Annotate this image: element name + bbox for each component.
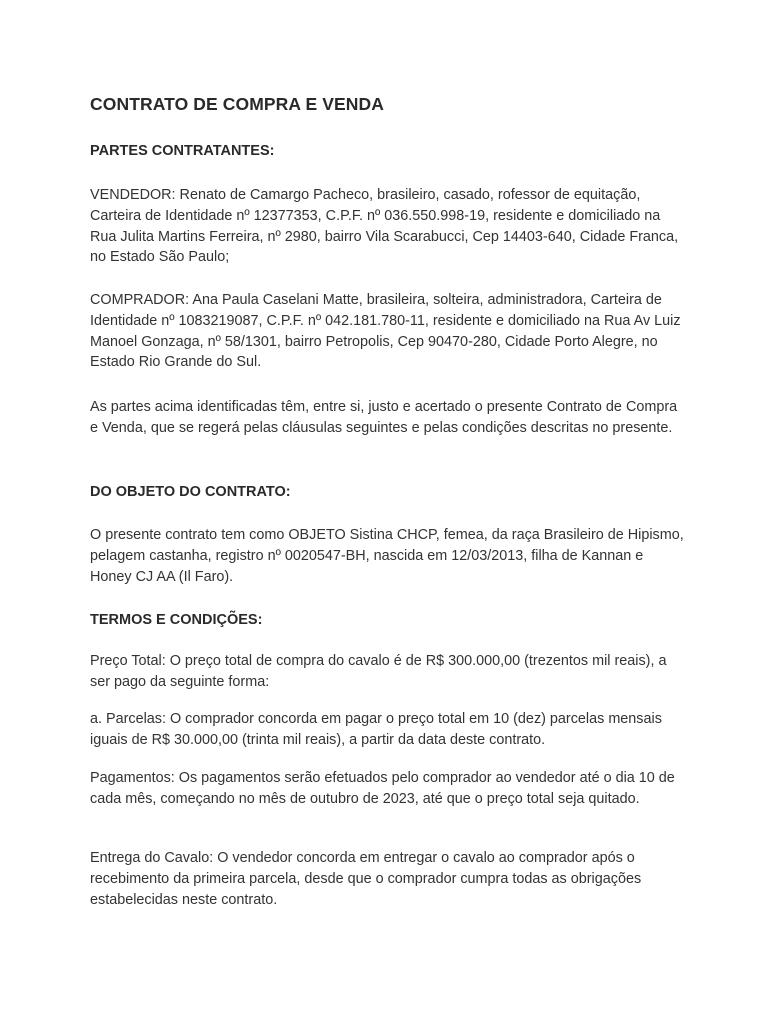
document-title: CONTRATO DE COMPRA E VENDA: [90, 94, 384, 114]
payments-paragraph: Pagamentos: Os pagamentos serão efetuados pelo comprador ao vendedor até o dia 10 de cada mês, começando no mês de outubro de 2023, até que o preço total seja quitado.: [90, 770, 675, 807]
delivery-paragraph: Entrega do Cavalo: O vendedor concorda em entregar o cavalo ao comprador após o recebimento da primeira parcela, desde que o comprador cumpra todas as obrigações estabelecidas neste contrato.: [90, 850, 642, 908]
agreement-paragraph: As partes acima identificadas têm, entre si, justo e acertado o presente Contrato de Compra e Venda, que se regerá pelas cláusulas seguintes e pelas condições descritas no presente.: [90, 399, 678, 436]
buyer-paragraph: COMPRADOR: Ana Paula Caselani Matte, brasileira, solteira, administradora, Carteira de Identidade nº 1083219087, C.P.F. nº 042.181.780-11, residente e domiciliado na Rua Av Luiz Manoel Gonzaga, nº 58/1301, bairro Petropolis, Cep 90470-280, Cidade Porto Alegre, no Estado Rio Grande do Sul.: [90, 292, 681, 371]
object-heading: DO OBJETO DO CONTRATO:: [90, 484, 291, 500]
seller-paragraph: VENDEDOR: Renato de Camargo Pacheco, brasileiro, casado, rofessor de equitação, Carteira de Identidade nº 12377353, C.P.F. nº 036.550.998-19, residente e domiciliado na Rua Julita Martins Ferreira, nº 2980, bairro Vila Scarabucci, Cep 14403-640, Cidade Franca, no Estado São Paulo;: [90, 187, 679, 266]
installments-paragraph: a. Parcelas: O comprador concorda em pagar o preço total em 10 (dez) parcelas mensais iguais de R$ 30.000,00 (trinta mil reais), a partir da data deste contrato.: [90, 711, 662, 748]
object-paragraph: O presente contrato tem como OBJETO Sistina CHCP, femea, da raça Brasileiro de Hipismo, pelagem castanha, registro nº 0020547-BH, nascida em 12/03/2013, filha de Kannan e Honey CJ AA (Il Faro).: [90, 527, 684, 585]
price-paragraph: Preço Total: O preço total de compra do cavalo é de R$ 300.000,00 (trezentos mil reais), a ser pago da seguinte forma:: [90, 653, 667, 690]
parties-heading: PARTES CONTRATANTES:: [90, 143, 275, 159]
terms-heading: TERMOS E CONDIÇÕES:: [90, 612, 263, 628]
